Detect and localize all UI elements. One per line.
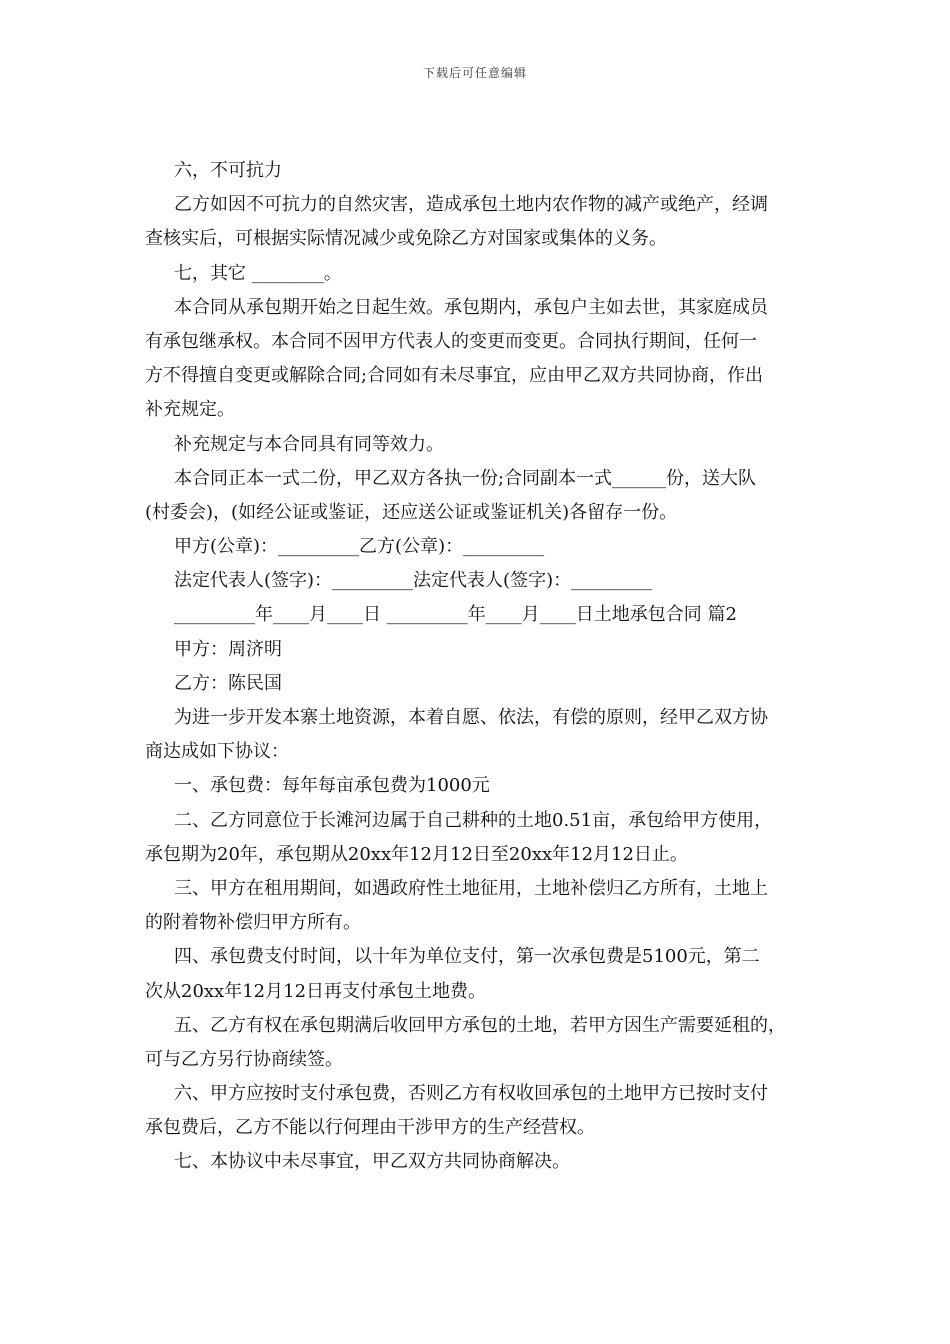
paragraph-line: 有承包继承权。本合同不因甲方代表人的变更而变更。合同执行期间，任何一 bbox=[145, 330, 757, 352]
section-heading-other: 七，其它 ________。 bbox=[174, 262, 342, 284]
paragraph-line: 本合同正本一式二份，甲乙双方各执一份;合同副本一式______份，送大队 bbox=[174, 467, 757, 489]
clause-line: 的附着物补偿归甲方所有。 bbox=[145, 912, 361, 934]
paragraph-line: 乙方如因不可抗力的自然灾害，造成承包土地内农作物的减产或绝产，经调 bbox=[174, 194, 768, 216]
paragraph-line: 查核实后，可根据实际情况减少或免除乙方对国家或集体的义务。 bbox=[145, 228, 667, 250]
signature-line: 法定代表人(签字)：_________法定代表人(签字)：_________ bbox=[174, 570, 653, 592]
clause-line: 二、乙方同意位于长滩河边属于自己耕种的土地0.51亩，承包给甲方使用， bbox=[174, 809, 773, 831]
clause-line: 五、乙方有权在承包期满后收回甲方承包的土地，若甲方因生产需要延租的， bbox=[174, 1014, 786, 1036]
clause-line: 四、承包费支付时间，以十年为单位支付，第一次承包费是5100元，第二 bbox=[174, 946, 760, 968]
clause-line: 承包期为20年，承包期从20xx年12月12日至20xx年12月12日止。 bbox=[145, 843, 688, 865]
clause-line: 可与乙方另行协商续签。 bbox=[145, 1048, 343, 1070]
paragraph-line: 补充规定与本合同具有同等效力。 bbox=[174, 433, 444, 455]
paragraph-line: 为进一步开发本寨土地资源，本着自愿、依法，有偿的原则，经甲乙双方协 bbox=[174, 707, 768, 728]
paragraph-line: 方不得擅自变更或解除合同;合同如有未尽事宜，应由甲乙双方共同协商，作出 bbox=[145, 365, 764, 387]
section-heading-force-majeure: 六，不可抗力 bbox=[174, 160, 282, 181]
clause-line: 七、本协议中未尽事宜，甲乙双方共同协商解决。 bbox=[174, 1151, 570, 1173]
clause-line: 承包费后，乙方不能以行何理由干涉甲方的生产经营权。 bbox=[145, 1117, 595, 1139]
party-b-line: 乙方：陈民国 bbox=[174, 672, 282, 694]
page-header: 下载后可任意编辑 bbox=[422, 66, 527, 80]
party-a-line: 甲方：周济明 bbox=[174, 638, 282, 660]
clause-line: 一、承包费：每年每亩承包费为1000元 bbox=[174, 775, 490, 797]
clause-line: 三、甲方在租用期间，如遇政府性土地征用，土地补偿归乙方所有，土地上 bbox=[174, 877, 768, 899]
paragraph-line: 补充规定。 bbox=[145, 399, 235, 421]
document-body bbox=[145, 154, 815, 1180]
paragraph-line: 本合同从承包期开始之日起生效。承包期内，承包户主如去世，其家庭成员 bbox=[174, 296, 768, 318]
paragraph-line: 商达成如下协议： bbox=[145, 741, 289, 763]
seal-line: 甲方(公章)：_________乙方(公章)：_________ bbox=[174, 536, 545, 558]
date-line: _________年____月____日 _________年____月____日土地承包合同 篇2 bbox=[174, 604, 737, 626]
clause-line: 次从20xx年12月12日再支付承包土地费。 bbox=[145, 980, 487, 1002]
paragraph-line: (村委会)，(如经公证或鉴证，还应送公证或鉴证机关)各留存一份。 bbox=[145, 501, 678, 523]
clause-line: 六、甲方应按时支付承包费，否则乙方有权收回承包的土地甲方已按时支付 bbox=[174, 1083, 768, 1105]
